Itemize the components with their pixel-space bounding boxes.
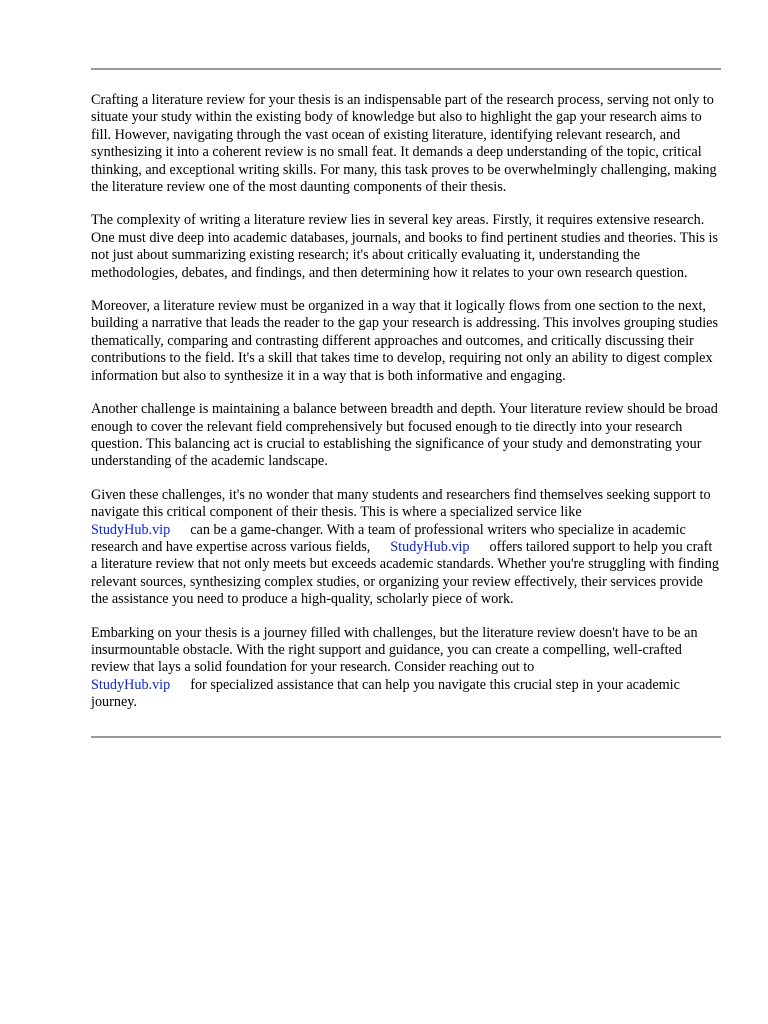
- paragraph-service-text-2: can be a game-changer. With a team of professional writers who specialize in academic research and have expertise across various fields,: [91, 521, 686, 555]
- paragraph-organization: Moreover, a literature review must be organized in a way that it logically flows from one section to the next, building a narrative that leads the reader to the gap your research is addressing. This involves grouping studies thematically, comparing and contrasting different approaches and outcomes, and critically discussing their contributions to the field. It's a skill that takes time to develop, requiring not only an ability to digest complex information but also to synthesize it in a way that is both informative and engaging.: [91, 298, 718, 384]
- bottom-divider: [91, 736, 721, 738]
- paragraph-intro: Crafting a literature review for your thesis is an indispensable part of the research process, serving not only to situate your study within the existing body of knowledge but also to highlight the gap your research aims to fill. However, navigating through the vast ocean of existing literature, identifying relevant research, and synthesizing it into a coherent review is no small feat. It demands a deep understanding of the topic, critical thinking, and exceptional writing skills. For many, this task proves to be overwhelmingly challenging, making the literature review one of the most daunting components of their thesis.: [91, 92, 717, 196]
- studyhub-link-2[interactable]: StudyHub.vip: [390, 538, 470, 555]
- paragraph-balance: Another challenge is maintaining a balance between breadth and depth. Your literature review should be broad enough to cover the relevant field comprehensively but focused enough to tie directly into your research question. This balancing act is crucial to establishing the significance of your study and demonstrating your understanding of the academic landscape.: [91, 401, 718, 470]
- paragraph-closing: [91, 625, 721, 712]
- paragraph-closing-text-1: Embarking on your thesis is a journey filled with challenges, but the literature review doesn't have to be an insurmountable obstacle. With the right support and guidance, you can create a compelling, well-crafted review that lays a solid foundation for your research. Consider reaching out to: [91, 624, 698, 676]
- document-page: [91, 68, 721, 738]
- paragraph-closing-text-2: for specialized assistance that can help you navigate this crucial step in your academic journey.: [91, 676, 680, 711]
- paragraph-service-text-1: Given these challenges, it's no wonder that many students and researchers find themselves seeking support to navigate this critical component of their thesis. This is where a specialized service like: [91, 486, 711, 521]
- paragraph-complexity: The complexity of writing a literature review lies in several key areas. Firstly, it requires extensive research. One must dive deep into academic databases, journals, and books to find pertinent studies and theories. This is not just about summarizing existing research; it's about critically evaluating it, understanding the methodologies, debates, and findings, and then determining how it relates to your own research question.: [91, 212, 718, 281]
- paragraph-service: [91, 487, 721, 609]
- studyhub-link-1[interactable]: StudyHub.vip: [91, 521, 171, 538]
- studyhub-link-3[interactable]: StudyHub.vip: [91, 676, 171, 693]
- document-body: [91, 70, 721, 736]
- paragraph-service-text-3: offers tailored support to help you craft a literature review that not only meets but exceeds academic standards. Whether you're struggling with finding relevant sources, synthesizing complex studies, or organizing your review effectively, their services provide the assistance you need to produce a high-quality, scholarly piece of work.: [91, 538, 719, 608]
